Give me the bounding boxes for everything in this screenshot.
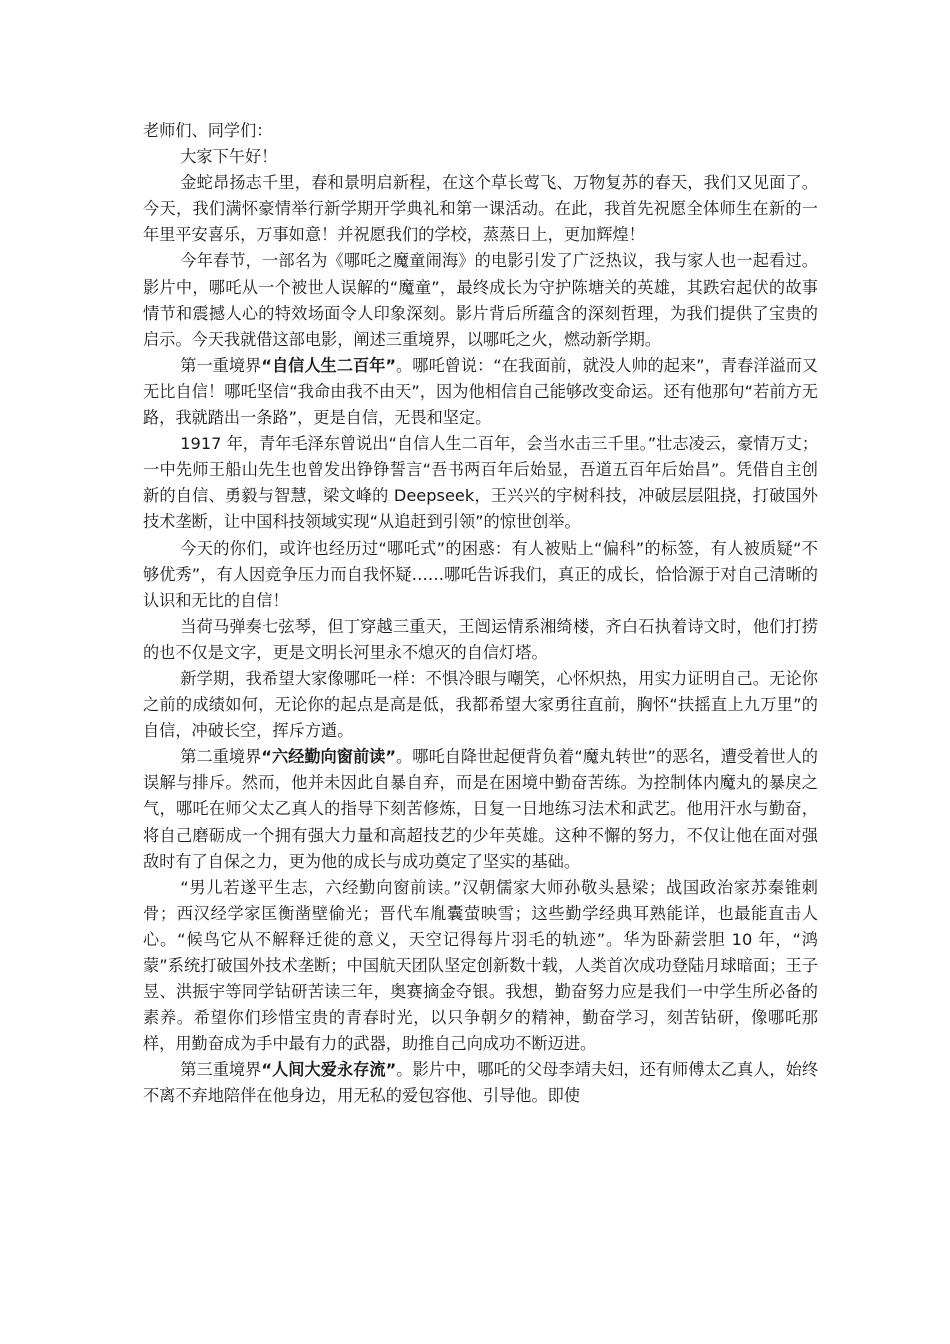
realm-two-title: “六经勤向窗前读” <box>261 747 397 767</box>
paragraph-confusion: 今天的你们，或许也经历过“哪吒式”的困惑：有人被贴上“偏科”的标签，有人被质疑“不够优秀”，有人因竞争压力而自我怀疑……哪吒告诉我们，真正的成长，恰恰源于对自己清晰的认识和无比的自信！ <box>143 538 818 610</box>
paragraph-mao-quote: 1917 年，青年毛泽东曾说出“自信人生二百年，会当水击三千里。”壮志凌云，豪情万丈；一中先师王船山先生也曾发出铮铮誓言“吾书两百年后始显，吾道五百年后始昌”。凭借自主创新的自信、勇毅与智慧，梁文峰的 Deepseek，王兴兴的宇树科技，冲破层层阻挠，打破国外技术垄断，让中国科技领域实现“从追赶到引领”的惊世创举。 <box>143 434 819 532</box>
realm-three-lead: 第三重境界 <box>180 1060 262 1080</box>
paragraph-realm-three <box>143 1057 818 1109</box>
document-body <box>143 118 818 1110</box>
realm-one-lead: 第一重境界 <box>180 355 262 375</box>
greeting: 大家下午好！ <box>180 147 278 167</box>
paragraph-film-intro: 今年春节，一部名为《哪吒之魔童闹海》的电影引发了广泛热议，我与家人也一起看过。影片中，哪吒从一个被世人误解的“魔童”，最终成长为守护陈塘关的英雄，其跌宕起伏的故事情节和震撼人心的特效场面令人印象深刻。影片背后所蕴含的深刻哲理，为我们提供了宝贵的启示。今天我就借这部电影，阐述三重境界，以哪吒之火，燃动新学期。 <box>143 251 818 349</box>
realm-three-title: “人间大爱永存流” <box>261 1060 397 1080</box>
realm-two-lead: 第二重境界 <box>180 747 262 767</box>
paragraph-realm-one <box>143 353 818 431</box>
realm-one-title: “自信人生二百年” <box>261 355 397 375</box>
paragraph-new-term: 新学期，我希望大家像哪吒一样：不惧冷眼与嘲笑，心怀炽热，用实力证明自己。无论你之前的成绩如何，无论你的起点是高是低，我都希望大家勇往直前，胸怀“扶摇直上九万里”的自信，冲破长空，挥斥方遒。 <box>143 668 818 741</box>
paragraph-opening: 金蛇昂扬志千里，春和景明启新程，在这个草长莺飞、万物复苏的春天，我们又见面了。今天，我们满怀豪情举行新学期开学典礼和第一课活动。在此，我首先祝愿全体师生在新的一年里平安喜乐，万事如意！并祝愿我们的学校，蒸蒸日上，更加辉煌！ <box>143 173 818 245</box>
realm-two-text: 。哪吒自降世起便背负着“魔丸转世”的恶名，遭受着世人的误解与排斥。然而，他并未因此自暴自弃，而是在困境中勤奋苦练。为控制体内魔丸的暴戾之气，哪吒在师父太乙真人的指导下刻苦修炼，日复一日地练习法术和武艺。他用汗水与勤奋，将自己磨砺成一个拥有强大力量和高超技艺的少年英雄。这种不懈的努力，不仅让他在面对强敌时有了自保之力，更为他的成长与成功奠定了坚实的基础。 <box>143 747 818 871</box>
salutation: 老师们、同学们： <box>143 121 273 140</box>
realm-one-text: 。哪吒曾说：“在我面前，就没人帅的起来”，青春洋溢而又无比自信！哪吒坚信“我命由我不由天”，因为他相信自己能够改变命运。还有他那句“若前方无路，我就踏出一条路”，更是自信，无畏和坚定。 <box>143 355 818 428</box>
paragraph-homer: 当荷马弹奏七弦琴，但丁穿越三重天，王闿运情系湘绮楼，齐白石执着诗文时，他们打捞的也不仅是文字，更是文明长河里永不熄灭的自信灯塔。 <box>143 616 818 662</box>
paragraph-realm-two <box>143 744 818 874</box>
realm-three-text: 。影片中，哪吒的父母李靖夫妇，还有师傅太乙真人，始终不离不弃地陪伴在他身边，用无私的爱包容他、引导他。即使 <box>143 1060 819 1106</box>
paragraph-diligence: “男儿若遂平生志，六经勤向窗前读。”汉朝儒家大师孙敬头悬梁；战国政治家苏秦锥刺骨；西汉经学家匡衡凿壁偷光；晋代车胤囊萤映雪；这些勤学经典耳熟能详，也最能直击人心。“候鸟它从不解释迁徙的意义，天空记得每片羽毛的轨迹”。华为卧薪尝胆 10 年，“鸿蒙”系统打破国外技术垄断；中国航天团队坚定创新数十载，人类首次成功登陆月球暗面；王子昱、洪振宇等同学钻研苦读三年，奥赛摘金夺银。我想，勤奋努力应是我们一中学生所必备的素养。希望你们珍惜宝贵的青春时光，以只争朝夕的精神，勤奋学习，刻苦钻研，像哪吒那样，用勤奋成为手中最有力的武器，助推自己向成功不断迈进。 <box>143 877 818 1054</box>
